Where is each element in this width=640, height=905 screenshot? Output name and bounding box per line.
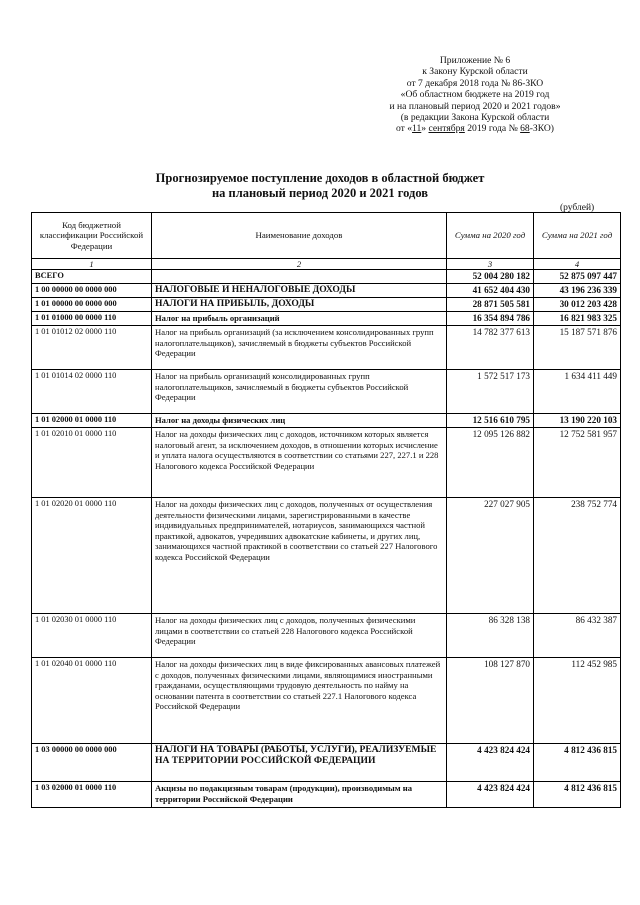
row-amount-2020: 4 423 824 424 bbox=[447, 782, 534, 808]
row-amount-2021: 13 190 220 103 bbox=[534, 414, 621, 428]
title-line-2: на плановый период 2020 и 2021 годов bbox=[211, 186, 429, 200]
amend-prefix: от « bbox=[395, 123, 413, 135]
header-name: Наименование доходов bbox=[152, 213, 447, 259]
title-line-1: Прогнозируемое поступление доходов в областной бюджет bbox=[155, 171, 485, 185]
row-amount-2021: 4 812 436 815 bbox=[534, 744, 621, 782]
amend-year: 2019 года № bbox=[464, 123, 521, 135]
header-sum-2020: Сумма на 2020 год bbox=[447, 213, 534, 259]
row-name: Налог на доходы физических лиц с доходов, полученных физическими лицами в соответствии со статьей 228 Налогового кодекса Российской Федерации bbox=[152, 614, 447, 658]
row-amount-2021: 86 432 387 bbox=[534, 614, 621, 658]
header-sum-2021: Сумма на 2021 год bbox=[534, 213, 621, 259]
amend-number: 68 bbox=[520, 123, 530, 135]
table-row bbox=[32, 498, 621, 614]
column-number: 4 bbox=[534, 259, 621, 270]
table-row bbox=[32, 284, 621, 298]
row-name: Налог на доходы физических лиц bbox=[152, 414, 447, 428]
row-code: 1 00 00000 00 0000 000 bbox=[32, 284, 152, 298]
table-row bbox=[32, 370, 621, 414]
row-amount-2020: 52 004 280 182 bbox=[447, 270, 534, 284]
page-title bbox=[120, 171, 520, 201]
row-amount-2020: 1 572 517 173 bbox=[447, 370, 534, 414]
column-number: 2 bbox=[152, 259, 447, 270]
row-code: 1 01 02020 01 0000 110 bbox=[32, 498, 152, 614]
row-amount-2020: 227 027 905 bbox=[447, 498, 534, 614]
appendix-header bbox=[350, 55, 600, 135]
row-name: НАЛОГИ НА ПРИБЫЛЬ, ДОХОДЫ bbox=[152, 298, 447, 312]
amend-mid: » bbox=[421, 123, 429, 135]
column-number: 1 bbox=[32, 259, 152, 270]
row-code: 1 01 02010 01 0000 110 bbox=[32, 428, 152, 498]
row-amount-2021: 15 187 571 876 bbox=[534, 326, 621, 370]
row-amount-2020: 12 095 126 882 bbox=[447, 428, 534, 498]
column-number-row bbox=[32, 259, 621, 270]
row-code: 1 01 01014 02 0000 110 bbox=[32, 370, 152, 414]
row-amount-2021: 4 812 436 815 bbox=[534, 782, 621, 808]
row-code: 1 01 02030 01 0000 110 bbox=[32, 614, 152, 658]
revenue-table bbox=[31, 212, 621, 808]
header-code: Код бюджетной классификации Российской Федерации bbox=[32, 213, 152, 259]
row-name: Налог на прибыль организаций bbox=[152, 312, 447, 326]
table-row bbox=[32, 782, 621, 808]
amendment-line bbox=[350, 123, 600, 134]
appendix-line: к Закону Курской области bbox=[422, 66, 528, 78]
amend-month: сентября bbox=[428, 123, 465, 135]
row-amount-2021: 238 752 774 bbox=[534, 498, 621, 614]
table-row bbox=[32, 414, 621, 428]
unit-label: (рублей) bbox=[560, 203, 595, 213]
table-row bbox=[32, 270, 621, 284]
row-amount-2020: 28 871 505 581 bbox=[447, 298, 534, 312]
row-amount-2021: 12 752 581 957 bbox=[534, 428, 621, 498]
row-name: Налог на доходы физических лиц с доходов, полученных от осуществления деятельности физическими лицами, зарегистрированными в качестве индивидуальных предпринимателей, нотариусов, занимающихся частной практикой, адвокатов, учредивших адвокатские кабинеты, и других лиц, занимающихся частной практикой в соответствии со статьей 227 Налогового кодекса Российской Федерации bbox=[152, 498, 447, 614]
row-name: Налог на прибыль организаций (за исключением консолидированных групп налогоплательщиков), зачисляемый в бюджеты субъектов Российской Федерации bbox=[152, 326, 447, 370]
row-code: ВСЕГО bbox=[32, 270, 152, 284]
table-row bbox=[32, 326, 621, 370]
appendix-line: от 7 декабря 2018 года № 86-ЗКО bbox=[406, 77, 544, 89]
row-name bbox=[152, 270, 447, 284]
row-amount-2021: 43 196 236 339 bbox=[534, 284, 621, 298]
appendix-line: (в редакции Закона Курской области bbox=[400, 112, 550, 124]
row-code: 1 01 01012 02 0000 110 bbox=[32, 326, 152, 370]
row-amount-2021: 112 452 985 bbox=[534, 658, 621, 744]
row-amount-2021: 30 012 203 428 bbox=[534, 298, 621, 312]
column-number: 3 bbox=[447, 259, 534, 270]
row-code: 1 03 02000 01 0000 110 bbox=[32, 782, 152, 808]
row-name: Налог на доходы физических лиц с доходов, источником которых является налоговый агент, за исключением доходов, в отношении которых исчисление и уплата налога осуществляются в соответствии со статьями 227, 227.1 и 228 Налогового кодекса Российской Федерации bbox=[152, 428, 447, 498]
row-amount-2020: 108 127 870 bbox=[447, 658, 534, 744]
row-name: Налог на доходы физических лиц в виде фиксированных авансовых платежей с доходов, полученных физическими лицами, являющимися иностранными гражданами, осуществляющими трудовую деятельность по найму на основании патента в соответствии со статьей 227.1 Налогового кодекса Российской Федерации bbox=[152, 658, 447, 744]
table-row bbox=[32, 658, 621, 744]
row-name: НАЛОГОВЫЕ И НЕНАЛОГОВЫЕ ДОХОДЫ bbox=[152, 284, 447, 298]
appendix-line: и на плановый период 2020 и 2021 годов» bbox=[389, 100, 561, 112]
row-amount-2020: 12 516 610 795 bbox=[447, 414, 534, 428]
row-name: Акцизы по подакцизным товарам (продукции), производимым на территории Российской Федерации bbox=[152, 782, 447, 808]
table-row bbox=[32, 298, 621, 312]
row-amount-2020: 16 354 894 786 bbox=[447, 312, 534, 326]
table-row bbox=[32, 614, 621, 658]
appendix-line: «Об областном бюджете на 2019 год bbox=[400, 89, 550, 101]
amend-day: 11 bbox=[412, 123, 422, 135]
row-amount-2020: 4 423 824 424 bbox=[447, 744, 534, 782]
row-code: 1 01 00000 00 0000 000 bbox=[32, 298, 152, 312]
table-row bbox=[32, 428, 621, 498]
row-amount-2021: 1 634 411 449 bbox=[534, 370, 621, 414]
row-code: 1 01 02040 01 0000 110 bbox=[32, 658, 152, 744]
table-row bbox=[32, 312, 621, 326]
header-row bbox=[32, 213, 621, 259]
row-name: НАЛОГИ НА ТОВАРЫ (РАБОТЫ, УСЛУГИ), РЕАЛИЗУЕМЫЕ НА ТЕРРИТОРИИ РОССИЙСКОЙ ФЕДЕРАЦИИ bbox=[152, 744, 447, 782]
row-amount-2021: 16 821 983 325 bbox=[534, 312, 621, 326]
row-amount-2020: 14 782 377 613 bbox=[447, 326, 534, 370]
appendix-line: Приложение № 6 bbox=[439, 55, 511, 66]
row-amount-2021: 52 875 097 447 bbox=[534, 270, 621, 284]
row-amount-2020: 41 652 404 430 bbox=[447, 284, 534, 298]
table-row bbox=[32, 744, 621, 782]
row-code: 1 01 02000 01 0000 110 bbox=[32, 414, 152, 428]
row-code: 1 01 01000 00 0000 110 bbox=[32, 312, 152, 326]
row-amount-2020: 86 328 138 bbox=[447, 614, 534, 658]
amend-suffix: -ЗКО) bbox=[529, 123, 555, 135]
row-name: Налог на прибыль организаций консолидированных групп налогоплательщиков, зачисляемый в бюджеты субъектов Российской Федерации bbox=[152, 370, 447, 414]
row-code: 1 03 00000 00 0000 000 bbox=[32, 744, 152, 782]
